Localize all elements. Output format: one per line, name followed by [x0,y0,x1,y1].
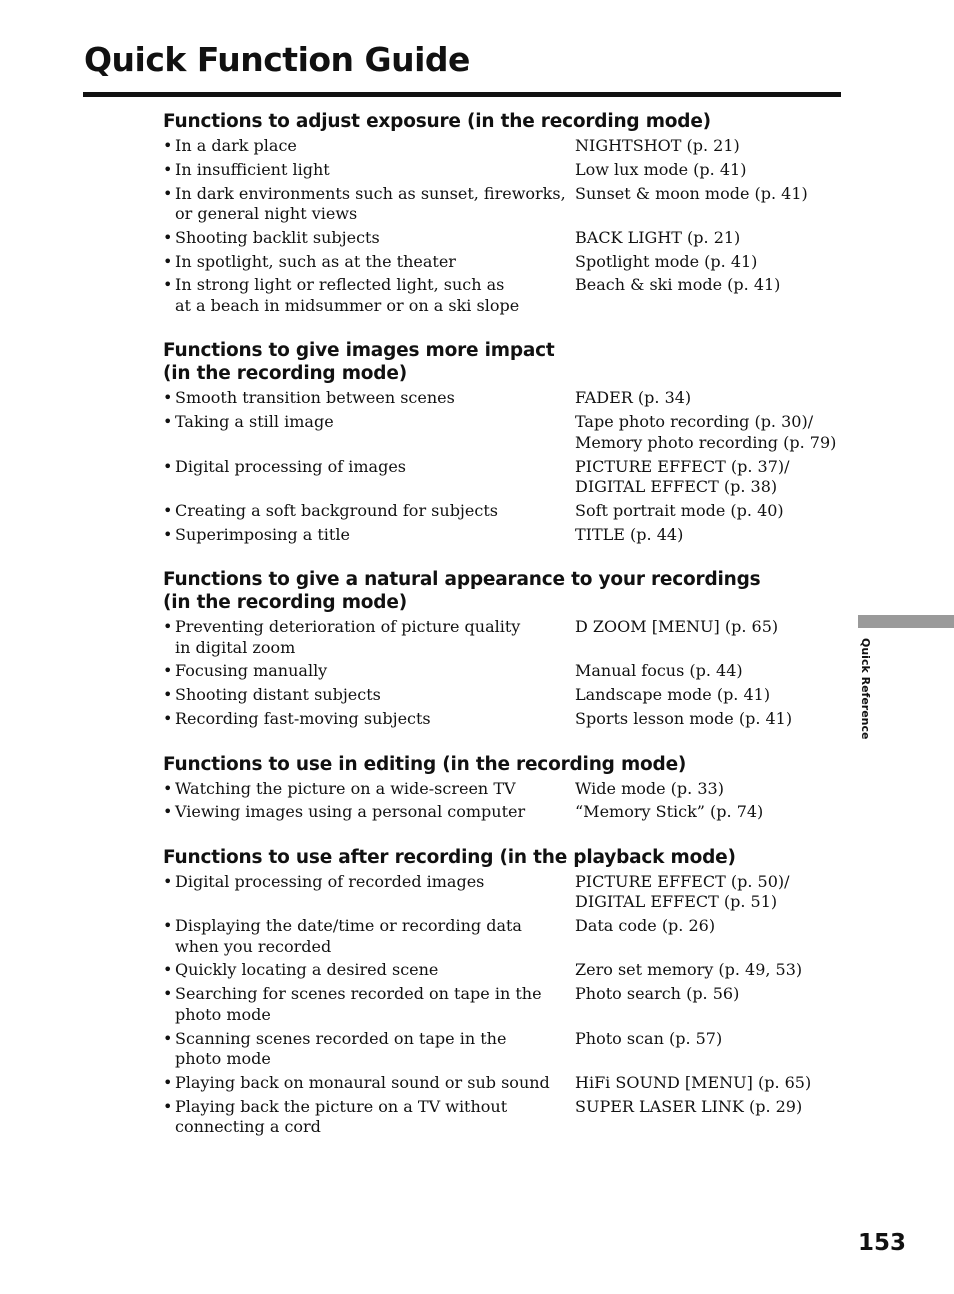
bullet: • [163,524,173,544]
page-reference [575,661,843,682]
function-description [163,228,575,249]
page-reference [575,1073,843,1094]
section-heading-line: Functions to adjust exposure (in the recording mode) [163,111,711,132]
function-row [163,252,843,273]
reference-text: Data code (p. 26) [575,916,716,936]
function-text: Playing back the picture on a TV without [175,1096,508,1116]
function-text: Shooting distant subjects [175,685,381,705]
function-description [163,457,575,498]
function-text: photo mode [175,1004,271,1024]
function-description [163,252,575,273]
page-reference [575,802,843,823]
function-description [163,275,575,316]
page-reference [575,228,843,249]
page-reference [575,184,843,225]
reference-text: Landscape mode (p. 41) [575,685,771,705]
function-description [163,388,575,409]
section-heading-line: Functions to give a natural appearance to your recordings [163,569,761,591]
page-reference [575,412,843,453]
function-description [163,984,575,1025]
function-description [163,960,575,981]
function-text: connecting a cord [175,1117,321,1137]
function-text: Digital processing of images [175,456,406,476]
page-reference [575,1097,843,1138]
function-description [163,160,575,181]
function-row [163,709,843,730]
function-text: Creating a soft background for subjects [175,500,498,520]
function-description [163,709,575,730]
page-reference [575,1029,843,1070]
bullet: • [163,183,173,203]
page-reference [575,709,843,730]
page-title: Quick Function Guide [84,40,470,79]
page-reference [575,457,843,498]
bullet: • [163,1028,173,1048]
page-reference [575,984,843,1025]
bullet: • [163,1072,173,1092]
function-text: In a dark place [175,136,297,155]
function-row [163,617,843,658]
function-text: Focusing manually [175,661,328,681]
bullet: • [163,709,173,729]
bullet: • [163,500,173,520]
function-row [163,388,843,409]
reference-text: DIGITAL EFFECT (p. 51) [575,892,778,912]
reference-text: NIGHTSHOT (p. 21) [575,136,740,155]
reference-text: Soft portrait mode (p. 40) [575,500,784,520]
function-description [163,779,575,800]
function-row [163,1029,843,1070]
bullet: • [163,984,173,1004]
function-text: In insufficient light [175,159,330,179]
page-reference [575,525,843,546]
bullet: • [163,778,173,798]
reference-text: SUPER LASER LINK (p. 29) [575,1096,803,1116]
reference-text: “Memory Stick” (p. 74) [575,802,764,822]
function-description [163,501,575,522]
function-text: Watching the picture on a wide-screen TV [175,778,516,798]
reference-text: HiFi SOUND [MENU] (p. 65) [575,1072,812,1092]
reference-text: PICTURE EFFECT (p. 37)/ [575,456,790,476]
function-text: Preventing deterioration of picture quality [175,617,521,637]
section-heading-line: (in the recording mode) [163,363,407,385]
function-text: In spotlight, such as at the theater [175,251,456,271]
reference-text: BACK LIGHT (p. 21) [575,227,741,247]
function-row [163,779,843,800]
reference-text: Beach & ski mode (p. 41) [575,275,781,295]
function-row [163,136,843,157]
function-text: when you recorded [175,936,332,956]
page-reference [575,916,843,957]
reference-text: Memory photo recording (p. 79) [575,432,837,452]
bullet: • [163,275,173,295]
bullet: • [163,388,173,408]
function-text: Quickly locating a desired scene [175,960,439,980]
bullet: • [163,661,173,681]
section-heading [163,339,843,385]
reference-text: Photo scan (p. 57) [575,1028,723,1048]
guide-section [163,568,843,729]
function-description [163,525,575,546]
function-row [163,916,843,957]
function-description [163,136,575,157]
function-text: photo mode [175,1049,271,1069]
bullet: • [163,871,173,891]
function-row [163,160,843,181]
page-number: 153 [858,1230,907,1256]
function-text: Recording fast-moving subjects [175,709,431,729]
reference-text: Zero set memory (p. 49, 53) [575,960,803,980]
bullet: • [163,159,173,179]
function-row [163,184,843,225]
reference-text: PICTURE EFFECT (p. 50)/ [575,871,790,891]
section-heading [163,846,843,869]
function-text: Displaying the date/time or recording data [175,916,522,936]
function-description [163,1029,575,1070]
reference-text: Sports lesson mode (p. 41) [575,709,793,729]
page-reference [575,617,843,658]
reference-text: Photo search (p. 56) [575,984,740,1004]
function-text: or general night views [175,204,358,224]
function-row [163,228,843,249]
function-description [163,685,575,706]
reference-text: D ZOOM [MENU] (p. 65) [575,617,779,637]
bullet: • [163,617,173,637]
section-heading-line: (in the recording mode) [163,592,407,614]
function-row [163,685,843,706]
function-row [163,872,843,913]
page-reference [575,779,843,800]
function-text: Searching for scenes recorded on tape in the [175,984,542,1004]
bullet: • [163,1096,173,1116]
function-text: Taking a still image [175,412,334,432]
function-row [163,1097,843,1138]
reference-text: Low lux mode (p. 41) [575,159,747,179]
function-text: In strong light or reflected light, such as [175,275,505,295]
bullet: • [163,802,173,822]
bullet: • [163,456,173,476]
function-description [163,1097,575,1138]
guide-section [163,339,843,545]
function-description [163,1073,575,1094]
page-reference [575,275,843,316]
page-reference [575,960,843,981]
function-text: In dark environments such as sunset, fireworks, [175,183,566,203]
function-description [163,916,575,957]
bullet: • [163,960,173,980]
reference-text: Sunset & moon mode (p. 41) [575,183,808,203]
side-label: Quick Reference [859,638,872,740]
function-text: Digital processing of recorded images [175,871,485,891]
function-row [163,1073,843,1094]
function-description [163,412,575,453]
function-row [163,661,843,682]
page-reference [575,872,843,913]
function-row [163,275,843,316]
section-heading [163,110,843,133]
section-heading-line: Functions to use in editing (in the recording mode) [163,753,687,775]
bullet: • [163,916,173,936]
guide-section [163,753,843,823]
page-reference [575,501,843,522]
bullet: • [163,227,173,247]
reference-text: Tape photo recording (p. 30)/ [575,412,814,432]
bullet: • [163,251,173,271]
guide-section [163,846,843,1138]
bullet: • [163,136,173,155]
function-text: Shooting backlit subjects [175,227,380,247]
function-text: in digital zoom [175,637,296,657]
section-heading-line: Functions to give images more impact [163,340,555,362]
guide-section [163,110,843,316]
function-description [163,872,575,913]
function-row [163,984,843,1025]
function-text: Scanning scenes recorded on tape in the [175,1028,507,1048]
function-description [163,802,575,823]
function-text: Viewing images using a personal computer [175,802,526,822]
page-reference [575,160,843,181]
reference-text: Spotlight mode (p. 41) [575,251,758,271]
section-heading [163,568,843,614]
function-description [163,617,575,658]
function-description [163,661,575,682]
reference-text: Manual focus (p. 44) [575,661,743,681]
function-row [163,501,843,522]
function-row [163,802,843,823]
page-reference [575,136,843,157]
title-rule [83,92,841,97]
section-heading [163,753,843,776]
reference-text: TITLE (p. 44) [575,524,684,544]
page-reference [575,388,843,409]
page-reference [575,685,843,706]
bullet: • [163,685,173,705]
function-row [163,525,843,546]
function-description [163,184,575,225]
reference-text: DIGITAL EFFECT (p. 38) [575,477,778,497]
page-reference [575,252,843,273]
function-row [163,457,843,498]
reference-text: Wide mode (p. 33) [575,778,724,798]
function-text: Playing back on monaural sound or sub sound [175,1072,550,1092]
reference-text: FADER (p. 34) [575,388,692,408]
function-text: at a beach in midsummer or on a ski slope [175,295,520,315]
function-text: Superimposing a title [175,524,350,544]
bullet: • [163,412,173,432]
section-heading-line: Functions to use after recording (in the playback mode) [163,846,736,868]
section-tab [858,615,954,628]
function-guide [163,110,843,1161]
function-text: Smooth transition between scenes [175,388,455,408]
function-row [163,412,843,453]
function-row [163,960,843,981]
